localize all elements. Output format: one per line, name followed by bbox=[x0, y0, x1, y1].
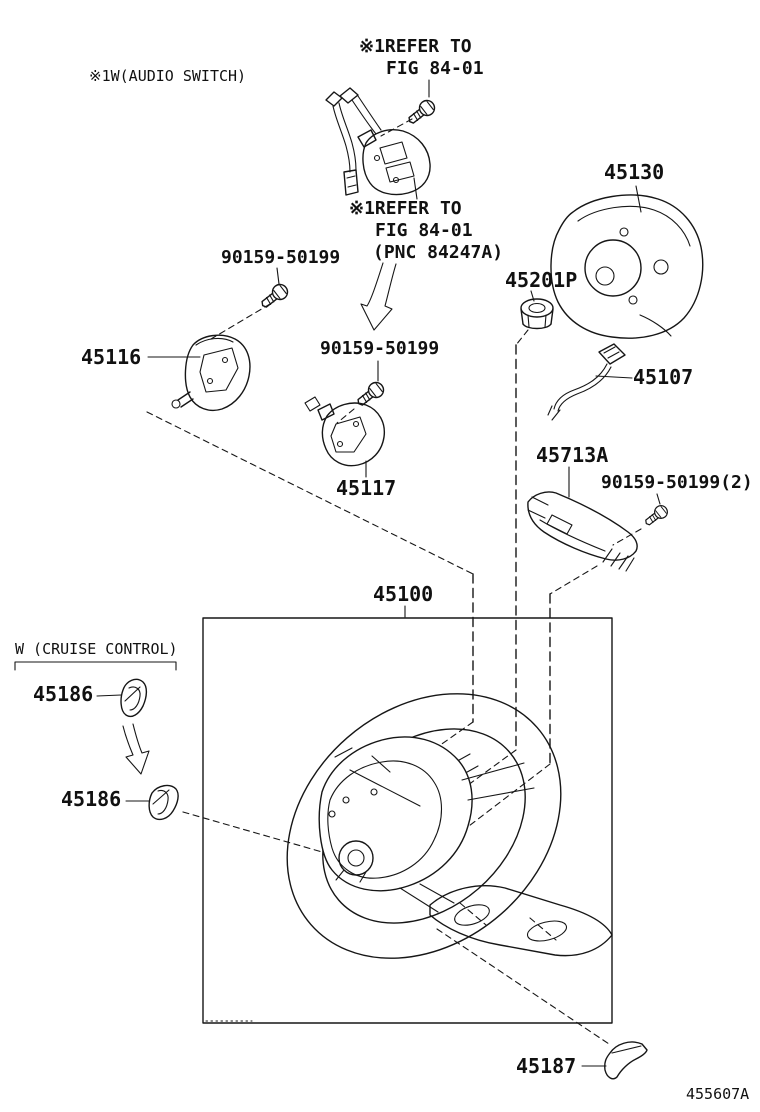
label-45107[interactable]: 45107 bbox=[633, 365, 694, 389]
arrow-45186 bbox=[123, 724, 149, 774]
note-refer-mid-line2: FIG 84-01 bbox=[375, 220, 473, 241]
leader-audio-refer-mid bbox=[414, 178, 417, 199]
note-refer-mid-line3: (PNC 84247A) bbox=[373, 242, 504, 263]
leader-45107 bbox=[596, 376, 632, 378]
note-cruise-control: W (CRUISE CONTROL) bbox=[15, 640, 178, 658]
label-45100[interactable]: 45100 bbox=[373, 582, 434, 606]
leader-45130 bbox=[636, 186, 641, 212]
leader-45186-upper bbox=[97, 695, 121, 696]
screw-audio-drawing[interactable] bbox=[405, 97, 437, 127]
label-45186-lower[interactable]: 45186 bbox=[61, 787, 122, 811]
cruise-bracket bbox=[15, 662, 176, 670]
label-45201P[interactable]: 45201P bbox=[505, 268, 578, 292]
part-45186-lower-drawing[interactable] bbox=[149, 786, 178, 820]
label-45130[interactable]: 45130 bbox=[604, 160, 665, 184]
leader-screw-right bbox=[657, 494, 660, 504]
label-45187[interactable]: 45187 bbox=[516, 1054, 577, 1078]
note-refer-top-line2: FIG 84-01 bbox=[386, 58, 484, 79]
part-45186-upper-drawing[interactable] bbox=[121, 679, 146, 716]
note-refer-top-line1: ※1REFER TO bbox=[359, 36, 472, 57]
note-audio-switch: ※1W(AUDIO SWITCH) bbox=[89, 67, 247, 85]
note-refer-mid-line1: ※1REFER TO bbox=[349, 198, 462, 219]
part-45117-drawing[interactable] bbox=[305, 397, 384, 466]
part-45187-drawing[interactable] bbox=[605, 1042, 647, 1079]
label-45713A[interactable]: 45713A bbox=[536, 443, 609, 467]
assembly-dashed-lines bbox=[147, 330, 609, 1044]
arrow-refer-mid bbox=[361, 263, 396, 330]
screw-left-drawing[interactable] bbox=[258, 281, 290, 311]
figure-code: 455607A bbox=[686, 1085, 750, 1103]
dash-screw-audio bbox=[381, 119, 412, 136]
label-45117[interactable]: 45117 bbox=[336, 476, 397, 500]
label-screw-right[interactable]: 90159-50199(2) bbox=[601, 472, 753, 493]
part-45107-drawing[interactable] bbox=[548, 344, 625, 420]
part-45713A-drawing[interactable] bbox=[528, 492, 637, 571]
label-screw-left[interactable]: 90159-50199 bbox=[221, 247, 341, 268]
label-45186-upper[interactable]: 45186 bbox=[33, 682, 94, 706]
part-45201P-drawing[interactable] bbox=[521, 299, 553, 329]
steering-wheel-drawing[interactable] bbox=[234, 639, 614, 1012]
label-45116[interactable]: 45116 bbox=[81, 345, 142, 369]
screw-center-drawing[interactable] bbox=[354, 379, 386, 409]
dash-screw-left bbox=[211, 304, 270, 339]
part-45116-drawing[interactable] bbox=[172, 335, 250, 410]
screw-right-drawing[interactable] bbox=[642, 503, 670, 528]
part-45130-drawing[interactable] bbox=[551, 195, 703, 338]
leader-screw-left bbox=[277, 268, 279, 284]
label-screw-center[interactable]: 90159-50199 bbox=[320, 338, 440, 359]
